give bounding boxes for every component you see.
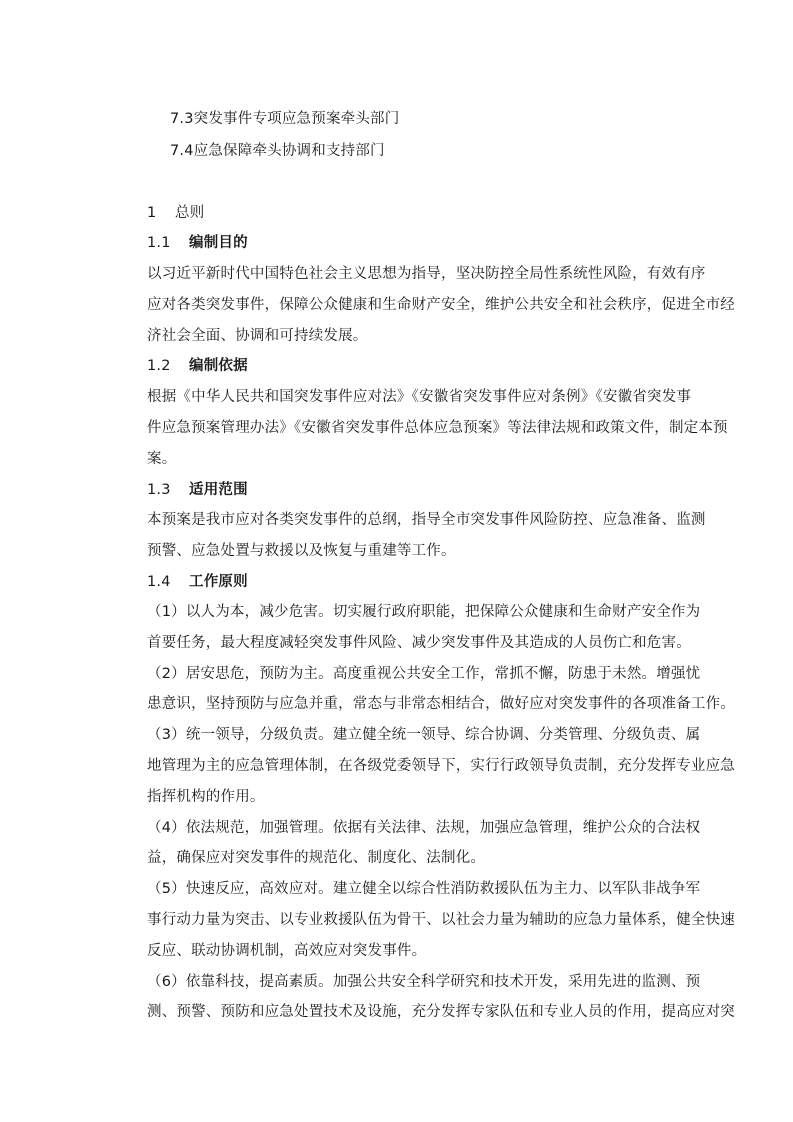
subsection-title: 编制目的: [189, 235, 248, 251]
paragraph-line: 济社会全面、协调和可持续发展。: [147, 328, 368, 344]
subsection-number: 1.2: [147, 358, 171, 374]
subsection-number: 1.3: [147, 482, 171, 498]
subsection-title: 工作原则: [189, 574, 248, 590]
paragraph-line: （6）依靠科技，提高素质。加强公共安全科学研究和技术开发，采用先进的监测、预: [147, 974, 701, 990]
paragraph-line: 本预案是我市应对各类突发事件的总纲，指导全市突发事件风险防控、应急准备、监测: [147, 512, 706, 528]
subsection-number: 1.4: [147, 574, 171, 590]
subsection-heading: [147, 356, 683, 376]
paragraph-line: 益，确保应对突发事件的规范化、制度化、法制化。: [147, 850, 486, 866]
paragraph-line: 首要任务，最大程度减轻突发事件风险、减少突发事件及其造成的人员伤亡和危害。: [147, 635, 691, 651]
subsection-title: 适用范围: [189, 482, 248, 498]
subsection-heading: [147, 572, 683, 592]
paragraph-line: 案。: [147, 451, 177, 467]
paragraph-line: （1）以人为本，减少危害。切实履行政府职能，把保障公众健康和生命财产安全作为: [147, 604, 701, 620]
toc-item[interactable]: 7.3突发事件专项应急预案牵头部门: [170, 111, 400, 127]
paragraph-line: 反应、联动协调机制，高效应对突发事件。: [147, 943, 427, 959]
paragraph-line: （5）快速反应，高效应对。建立健全以综合性消防救援队伍为主力、以军队非战争军: [147, 881, 701, 897]
paragraph-line: 指挥机构的作用。: [147, 789, 265, 805]
section-title: 总则: [175, 205, 205, 221]
paragraph-line: 患意识，坚持预防与应急并重，常态与非常态相结合，做好应对突发事件的各项准备工作。: [147, 696, 735, 712]
paragraph-line: （4）依法规范，加强管理。依据有关法律、法规，加强应急管理，维护公众的合法权: [147, 820, 701, 836]
paragraph-line: 以习近平新时代中国特色社会主义思想为指导，坚决防控全局性系统性风险，有效有序: [147, 266, 706, 282]
paragraph-line: 预警、应急处置与救援以及恢复与重建等工作。: [147, 543, 456, 559]
section-heading: [147, 203, 683, 223]
subsection-number: 1.1: [147, 235, 171, 251]
paragraph-line: （3）统一领导，分级负责。建立健全统一领导、综合协调、分类管理、分级负责、属: [147, 727, 701, 743]
paragraph-line: （2）居安思危，预防为主。高度重视公共安全工作，常抓不懈，防患于未然。增强忧: [147, 666, 701, 682]
section-number: 1: [147, 205, 157, 221]
subsection-heading: [147, 480, 683, 500]
paragraph-line: 件应急预案管理办法》《安徽省突发事件总体应急预案》等法律法规和政策文件，制定本预: [147, 420, 728, 436]
paragraph-line: 根据《中华人民共和国突发事件应对法》《安徽省突发事件应对条例》《安徽省突发事: [147, 389, 692, 405]
paragraph-line: 测、预警、预防和应急处置技术及设施，充分发挥专家队伍和专业人员的作用，提高应对突: [147, 1004, 735, 1020]
paragraph-line: 地管理为主的应急管理体制，在各级党委领导下，实行行政领导负责制，充分发挥专业应急: [147, 758, 735, 774]
subsection-heading: [147, 233, 683, 253]
subsection-title: 编制依据: [189, 358, 248, 374]
paragraph-line: 应对各类突发事件，保障公众健康和生命财产安全，维护公共安全和社会秩序，促进全市经: [147, 297, 735, 313]
paragraph-line: 事行动力量为突击、以专业救援队伍为骨干、以社会力量为辅助的应急力量体系，健全快速: [147, 912, 735, 928]
toc-item[interactable]: 7.4应急保障牵头协调和支持部门: [170, 143, 385, 159]
